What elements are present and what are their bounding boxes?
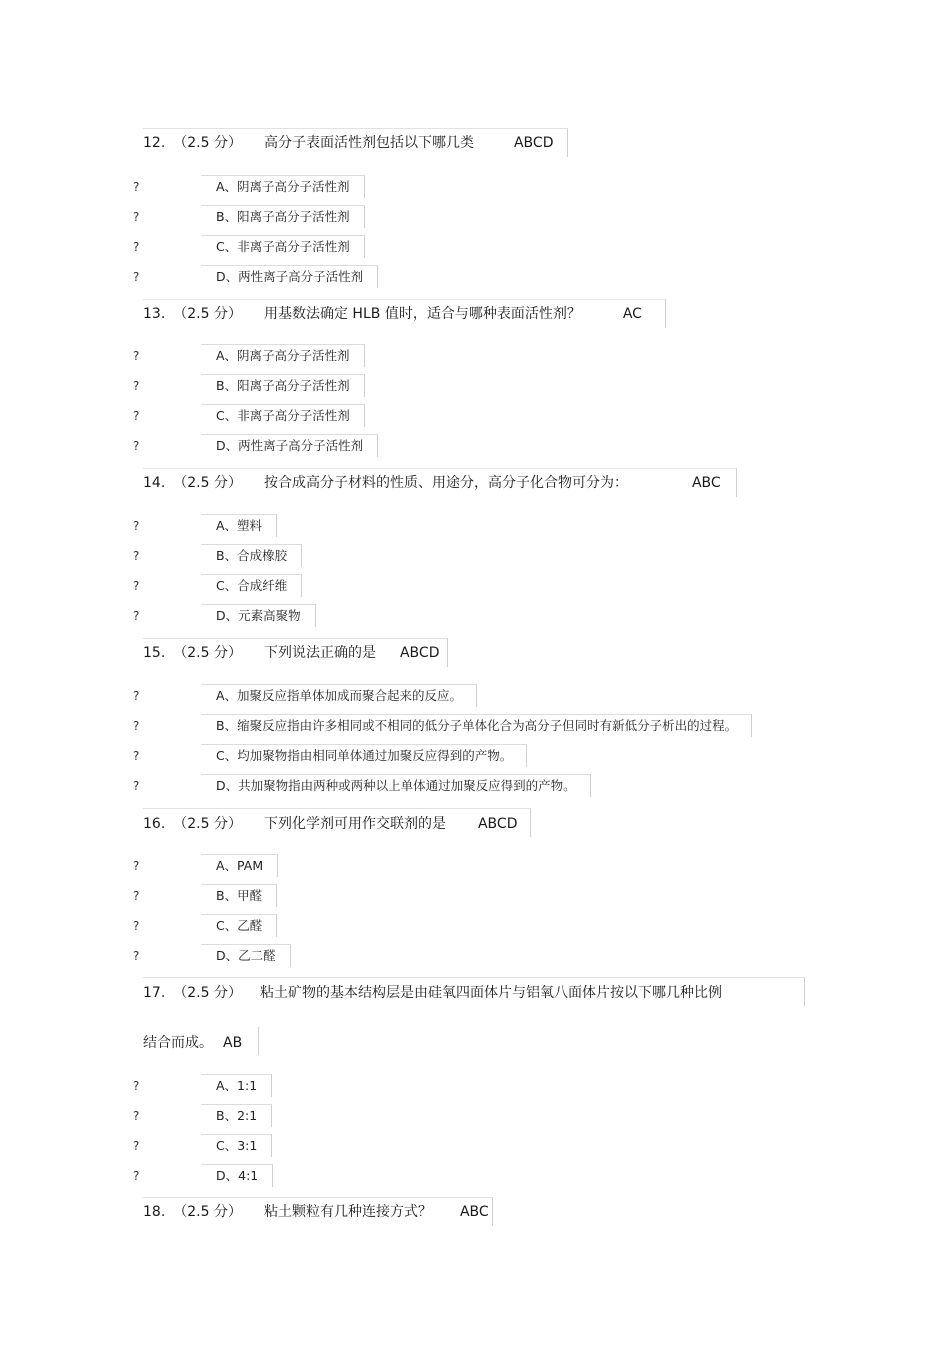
question-number: 13. [143, 306, 166, 322]
option-marker: ? [133, 1109, 140, 1123]
question-answer: AB [223, 1035, 243, 1051]
option-label: D、4:1 [201, 1164, 273, 1187]
option-label: A、阴离子高分子活性剂 [201, 175, 365, 198]
option-label: D、元素高聚物 [201, 604, 316, 627]
question-17 [143, 983, 722, 1003]
option-row [0, 572, 950, 602]
question-text: 粘土颗粒有几种连接方式？ [263, 1204, 432, 1220]
option-row [0, 233, 950, 263]
question-text: 粘土矿物的基本结构层是由硅氧四面体片与铝氧八面体片按以下哪几种比例 [259, 985, 722, 1001]
option-label: C、非离子高分子活性剂 [201, 404, 365, 427]
option-row [0, 742, 950, 772]
question-score: （2.5 分） [173, 645, 242, 661]
option-marker: ? [133, 859, 140, 873]
option-row [0, 1162, 950, 1192]
question-text: 按合成高分子材料的性质、用途分，高分子化合物可分为： [263, 475, 628, 491]
option-label: D、两性离子高分子活性剂 [201, 434, 378, 457]
option-label: B、甲醛 [201, 884, 277, 907]
option-label: B、缩聚反应指由许多相同或不相同的低分子单体化合为高分子但同时有新低分子析出的过程。 [201, 714, 752, 737]
option-marker: ? [133, 689, 140, 703]
option-label: A、PAM [201, 854, 278, 877]
option-marker: ? [133, 779, 140, 793]
question-16 [143, 814, 517, 834]
question-score: （2.5 分） [173, 306, 242, 322]
option-marker: ? [133, 1169, 140, 1183]
option-row [0, 1072, 950, 1102]
question-score: （2.5 分） [173, 1204, 242, 1220]
question-score: （2.5 分） [173, 816, 242, 832]
option-marker: ? [133, 579, 140, 593]
option-label: C、乙醛 [201, 914, 277, 937]
option-row [0, 342, 950, 372]
question-score: （2.5 分） [173, 985, 242, 1001]
question-score: （2.5 分） [173, 475, 242, 491]
option-marker: ? [133, 439, 140, 453]
question-continuation: 结合而成。 [143, 1035, 213, 1051]
option-label: B、合成橡胶 [201, 544, 302, 567]
question-number: 15. [143, 645, 166, 661]
option-label: C、非离子高分子活性剂 [201, 235, 365, 258]
option-row [0, 912, 950, 942]
option-marker: ? [133, 270, 140, 284]
option-row [0, 372, 950, 402]
question-13 [143, 304, 642, 324]
option-row [0, 682, 950, 712]
option-row [0, 542, 950, 572]
question-answer: ABCD [477, 816, 518, 832]
question-number: 14. [143, 475, 166, 491]
question-answer: ABC [691, 475, 721, 491]
option-label: D、共加聚物指由两种或两种以上单体通过加聚反应得到的产物。 [201, 774, 591, 797]
option-marker: ? [133, 409, 140, 423]
option-label: B、阳离子高分子活性剂 [201, 205, 365, 228]
question-text: 用基数法确定 HLB 值时，适合与哪种表面活性剂？ [263, 306, 581, 322]
option-row [0, 263, 950, 293]
option-marker: ? [133, 1139, 140, 1153]
option-marker: ? [133, 240, 140, 254]
option-label: C、均加聚物指由相同单体通过加聚反应得到的产物。 [201, 744, 527, 767]
question-number: 17. [143, 985, 166, 1001]
question-18 [143, 1202, 489, 1222]
question-text: 下列说法正确的是 [263, 645, 376, 661]
option-label: A、阴离子高分子活性剂 [201, 344, 365, 367]
option-label: C、合成纤维 [201, 574, 302, 597]
option-marker: ? [133, 749, 140, 763]
option-row [0, 942, 950, 972]
option-label: B、阳离子高分子活性剂 [201, 374, 365, 397]
option-marker: ? [133, 180, 140, 194]
option-marker: ? [133, 719, 140, 733]
question-12 [143, 133, 553, 153]
question-answer: AC [622, 306, 642, 322]
option-row [0, 512, 950, 542]
option-label: A、塑料 [201, 514, 277, 537]
option-label: D、两性离子高分子活性剂 [201, 265, 378, 288]
option-row [0, 882, 950, 912]
option-label: D、乙二醛 [201, 944, 291, 967]
option-marker: ? [133, 949, 140, 963]
question-continuation-line [143, 1033, 242, 1053]
option-row [0, 852, 950, 882]
option-marker: ? [133, 349, 140, 363]
option-row [0, 1132, 950, 1162]
question-number: 18. [143, 1204, 166, 1220]
option-label: B、2:1 [201, 1104, 272, 1127]
option-row [0, 602, 950, 632]
question-score: （2.5 分） [173, 135, 242, 151]
option-marker: ? [133, 379, 140, 393]
option-label: A、1:1 [201, 1074, 272, 1097]
option-marker: ? [133, 1079, 140, 1093]
option-label: C、3:1 [201, 1134, 272, 1157]
option-row [0, 173, 950, 203]
question-text: 高分子表面活性剂包括以下哪几类 [263, 135, 474, 151]
option-row [0, 402, 950, 432]
option-marker: ? [133, 889, 140, 903]
question-text: 下列化学剂可用作交联剂的是 [263, 816, 446, 832]
question-15 [143, 643, 439, 663]
option-marker: ? [133, 609, 140, 623]
option-row [0, 712, 950, 742]
option-row [0, 432, 950, 462]
option-marker: ? [133, 519, 140, 533]
option-marker: ? [133, 210, 140, 224]
option-row [0, 1102, 950, 1132]
option-marker: ? [133, 549, 140, 563]
question-14 [143, 473, 721, 493]
question-number: 12. [143, 135, 166, 151]
question-answer: ABCD [513, 135, 554, 151]
option-marker: ? [133, 919, 140, 933]
question-answer: ABCD [399, 645, 440, 661]
question-answer: ABC [459, 1204, 489, 1220]
question-number: 16. [143, 816, 166, 832]
option-row [0, 772, 950, 802]
option-label: A、加聚反应指单体加成而聚合起来的反应。 [201, 684, 477, 707]
option-row [0, 203, 950, 233]
